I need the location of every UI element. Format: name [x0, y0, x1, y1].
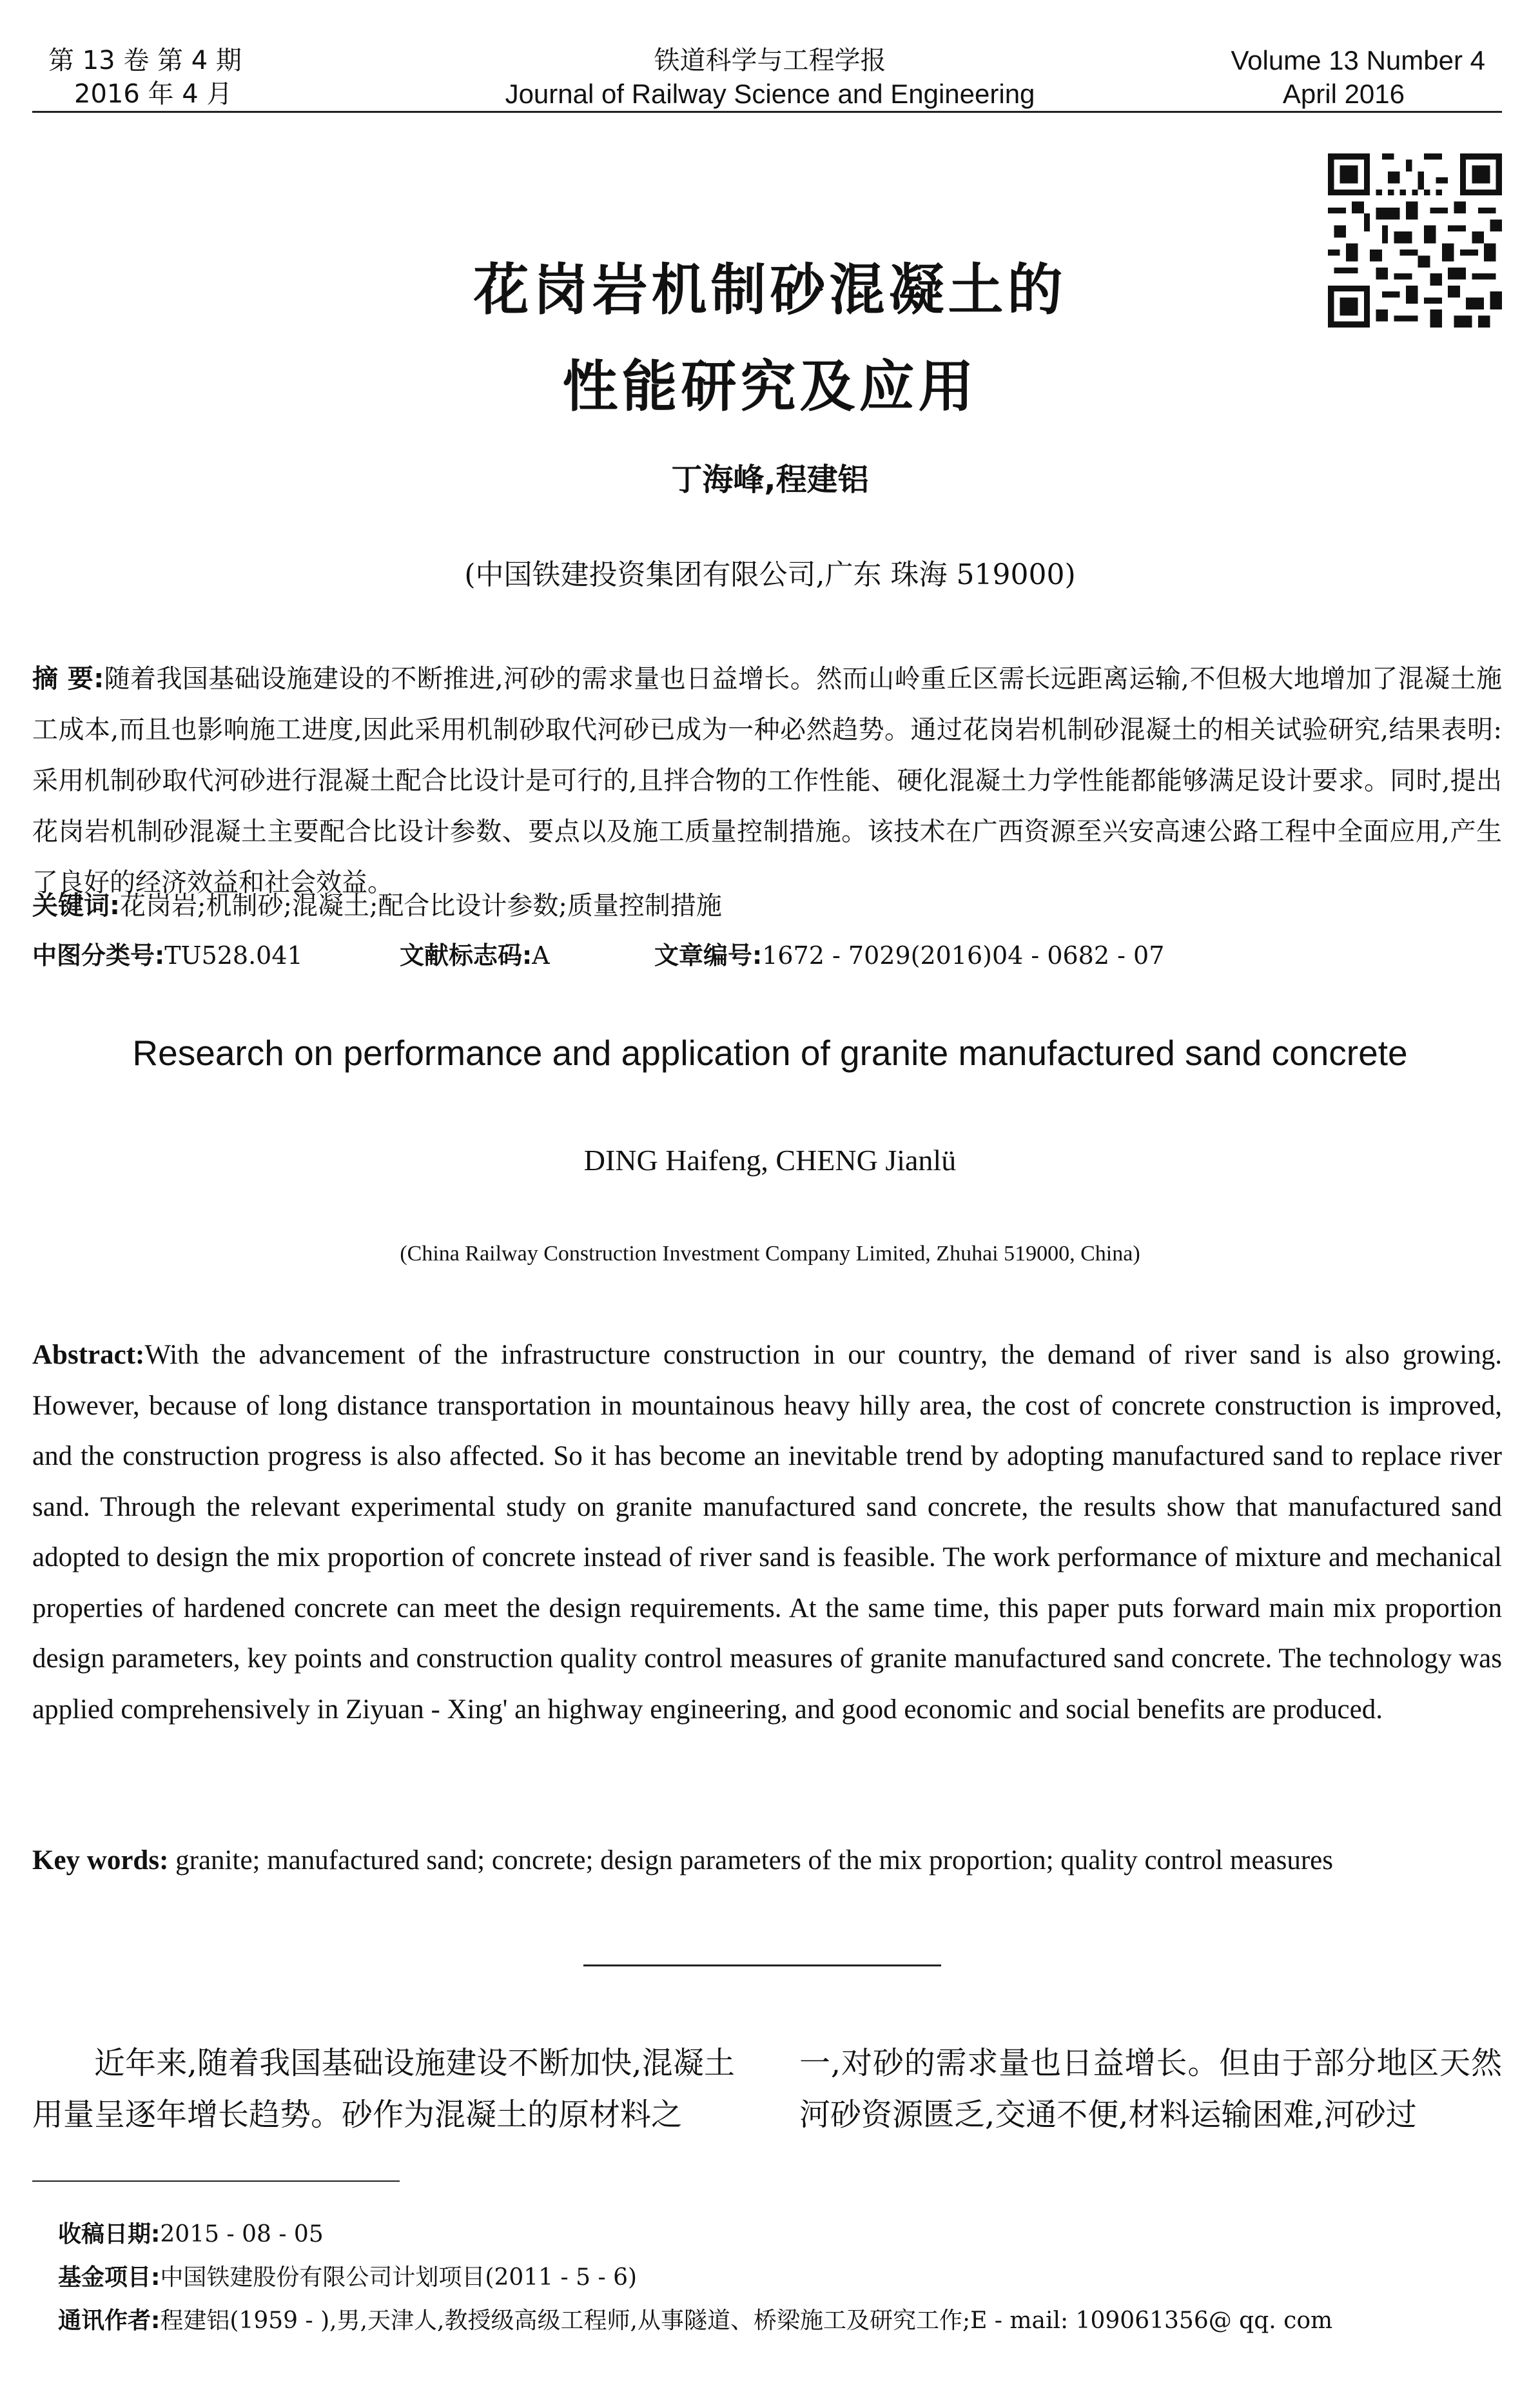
header-date-en: April 2016: [1282, 79, 1405, 109]
abstract-en-label: Abstract: [32, 1340, 136, 1370]
affiliation-en: (China Railway Construction Investment Company Limited, Zhuhai 519000, China): [400, 1242, 1140, 1266]
footnote-received: 收稿日期:2015 - 08 - 05: [58, 2221, 324, 2248]
footnote-fund: 基金项目:中国铁建股份有限公司计划项目(2011 - 5 - 6): [58, 2264, 638, 2291]
header-journal-cn: 铁道科学与工程学报: [654, 46, 886, 75]
title-cn-line-2: 性能研究及应用: [562, 355, 978, 419]
section-divider: [583, 1964, 941, 1966]
footnote-corresponding-author: 通讯作者:程建铝(1959 - ),男,天津人,教授级高级工程师,从事隧道、桥梁施工及研究工作;E - mail: 109061356@ qq. com: [58, 2307, 1333, 2334]
title-en: Research on performance and application of granite manufactured sand concrete: [132, 1033, 1408, 1073]
keywords-cn-text: 花岗岩;机制砂;混凝土;配合比设计参数;质量控制措施: [120, 891, 722, 921]
header-journal-en: Journal of Railway Science and Engineering: [505, 79, 1035, 109]
keywords-en: Key words: granite; manufactured sand; concrete; design parameters of the mix proportion; quality control measures: [32, 1845, 1333, 1876]
keywords-cn: [32, 886, 1502, 925]
header-divider: [32, 111, 1502, 113]
header-volume-cn: 第 13 卷 第 4 期: [48, 46, 242, 75]
header-volume-en: Volume 13 Number 4: [1231, 45, 1485, 75]
body-right-column: 一,对砂的需求量也日益增长。但由于部分地区天然河砂资源匮乏,交通不便,材料运输困难,河砂过: [799, 2045, 1502, 2133]
authors-en: DING Haifeng, CHENG Jianlü: [583, 1144, 957, 1177]
clc-code: 中图分类号:TU528.041: [32, 941, 303, 970]
abstract-en: Abstract:With the advancement of the infrastructure construction in our country, the demand of river sand is also growing. However, because of long distance transportation in mountainous heavy hilly area, the cost of concrete construction is improved, and the construction progress is also affected. So it has become an inevitable trend by adopting manufactured sand to replace river sand. Through the relevant experimental study on granite manufactured sand concrete, the results show that manufactured sand adopted to design the mix proportion of concrete instead of river sand is feasible. The work performance of mixture and mechanical properties of hardened concrete can meet the design requirements. At the same time, this paper puts forward main mix proportion design parameters, key points and construction quality control measures of granite manufactured sand concrete. The technology was applied comprehensively in Ziyuan - Xing' an highway engineering, and good economic and social benefits are produced.: [32, 1340, 1502, 1725]
abstract-cn: [32, 654, 1502, 908]
article-number: 文章编号:1672 - 7029(2016)04 - 0682 - 07: [654, 941, 1165, 970]
abstract-cn-text: 随着我国基础设施建设的不断推进,河砂的需求量也日益增长。然而山岭重丘区需长远距离运输,不但极大地增加了混凝土施工成本,而且也影响施工进度,因此采用机制砂取代河砂已成为一种必然趋势。通过花岗岩机制砂混凝土的相关试验研究,结果表明:采用机制砂取代河砂进行混凝土配合比设计是可行的,且拌合物的工作性能、硬化混凝土力学性能都能够满足设计要求。同时,提出花岗岩机制砂混凝土主要配合比设计参数、要点以及施工质量控制措施。该技术在广西资源至兴安高速公路工程中全面应用,产生了良好的经济效益和社会效益。: [32, 664, 1502, 897]
affiliation-cn: (中国铁建投资集团有限公司,广东 珠海 519000): [464, 558, 1076, 591]
keywords-en-text: granite; manufactured sand; concrete; design parameters of the mix proportion; quality control measures: [175, 1845, 1333, 1876]
footnote-divider: [32, 2180, 400, 2182]
header-date-cn: 2016 年 4 月: [74, 79, 233, 109]
doc-code: 文献标志码:A: [400, 941, 550, 970]
abstract-cn-label: 摘 要:: [32, 664, 104, 694]
title-cn: [0, 242, 1540, 435]
abstract-en-text: With the advancement of the infrastructure construction in our country, the demand of river sand is also growing. However, because of long distance transportation in mountainous heavy hilly area, the cost of concrete construction is improved, and the construction progress is also affected. So it has become an inevitable trend by adopting manufactured sand to replace river sand. Through the relevant experimental study on granite manufactured sand concrete, the results show that manufactured sand adopted to design the mix proportion of concrete instead of river sand is feasible. The work performance of mixture and mechanical properties of hardened concrete can meet the design requirements. At the same time, this paper puts forward main mix proportion design parameters, key points and construction quality control measures of granite manufactured sand concrete. The technology was applied comprehensively in Ziyuan - Xing' an highway engineering, and good economic and social benefits are produced.: [32, 1340, 1502, 1725]
body-left-column: 近年来,随着我国基础设施建设不断加快,混凝土用量呈逐年增长趋势。砂作为混凝土的原材料之: [32, 2045, 735, 2133]
authors-cn: 丁海峰,程建铝: [671, 462, 869, 498]
title-cn-line-1: 花岗岩机制砂混凝土的: [473, 258, 1067, 322]
keywords-en-label: Key words: [32, 1845, 160, 1876]
keywords-cn-label: 关键词:: [32, 891, 120, 921]
